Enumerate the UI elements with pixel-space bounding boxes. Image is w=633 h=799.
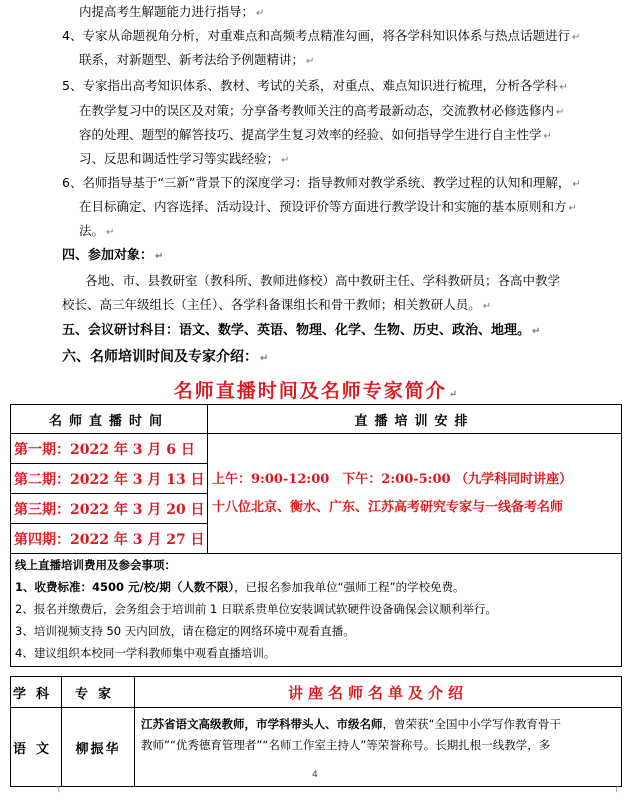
expert-intro: 江苏省语文高级教师，市学科带头人、市级名师，曾荣获“全国中小学写作教育骨干 教师”“优秀德育管理者”“名师工作室主持人”等荣誉称号。长期扎根一线教学，多 [135,708,622,787]
page-number: 4 [312,770,318,780]
note-item: 3、培训视频支持 50 天内回放，请在稳定的网络环境中观看直播。 [15,624,355,638]
text-line: 容的处理、题型的解答技巧、提高学生复习效率的经验、如何指导学生进行自主性学 ↵ [79,127,552,142]
section-heading: 五、会议研讨科目：语文、数学、英语、物理、化学、生物、历史、政治、地理。 ↵ [62,323,541,338]
notes-heading: 线上直播培训费用及参会事项： [15,558,176,572]
note-item: 1、收费标准：4500 元/校/期（人数不限），已报名参加我单位“强师工程”的学校免费。 [15,580,465,594]
text-line: 5、专家指出高考知识体系、教材、考试的关系，对重点、难点知识进行梳理，分析各学科 ↵ [62,78,568,93]
note-item: 2、报名并缴费后，会务组会于培训前 1 日联系贵单位安装调试软硬件设备确保会议顺利举行。 [15,602,497,616]
column-header-experts-list: 讲座名师名单及介绍 [135,677,622,708]
column-header-subject: 学科 [11,677,62,708]
text-line: 法。 ↵ [79,223,115,238]
corner-mark: ┌ [614,783,620,793]
text-line: 6、名师指导基于“三新”背景下的深度学习：指导教师对教学系统、教学过程的认知和理解， ↵ [62,175,581,190]
corner-mark: ┐ [56,783,62,793]
text-line: 各地、市、县教研室（教科所、教师进修校）高中教研主任、学科教研员；各高中教学 [85,273,561,288]
text-line: 习、反思和调适性学习等实践经验； ↵ [79,151,290,166]
expert-subject: 语文 [11,708,62,787]
note-item: 4、建议组织本校同一学科教师集中观看直播培训。 [15,646,276,660]
arrangement-time: 上午：9:00-12:00 下午：2:00-5:00 （九学科同时讲座） [212,471,573,487]
text-line: 在目标确定、内容选择、活动设计、预设评价等方面进行教学设计和实施的基本原则和方 ↵ [79,199,577,214]
text-line: 4、专家从命题视角分析，对重难点和高频考点精准勾画，将各学科知识体系与热点话题进行 ↵ [62,28,581,43]
text-line: 在教学复习中的误区及对策；分享备考教师关注的高考最新动态，交流教材必修选修内 ↵ [79,103,565,118]
period-1: 第一期：2022 年 3 月 6 日 [11,434,208,464]
column-header-expert: 专家 [62,677,135,708]
arrangement-experts: 十八位北京、衡水、广东、江苏高考研究专家与一线备考名师 [212,499,564,515]
arrangement-cell [208,434,622,554]
text-line: 内提高考生解题能力进行指导； ↵ [79,4,265,19]
text-line: 联系，对新题型、新考法给予例题精讲； ↵ [79,52,315,67]
column-header-time: 名师直播时间 [11,405,208,434]
text-line: 校长、高三年级组长（主任）、各学科备课组长和骨干教师；相关教研人员。 ↵ [62,297,492,312]
period-4: 第四期：2022 年 3 月 27 日 [11,524,208,554]
column-header-arrangement: 直播培训安排 [208,405,622,434]
section-heading: 四、参加对象： ↵ [62,248,164,263]
schedule-table [10,404,622,667]
period-3: 第三期：2022 年 3 月 20 日 [11,494,208,524]
expert-name: 柳振华 [62,708,135,787]
notes-cell [11,554,622,667]
section-heading: 六、名师培训时间及专家介绍： ↵ [62,349,269,365]
period-2: 第二期：2022 年 3 月 13 日 [11,464,208,494]
schedule-title: 名师直播时间及名师专家简介 ↵ [173,380,460,402]
